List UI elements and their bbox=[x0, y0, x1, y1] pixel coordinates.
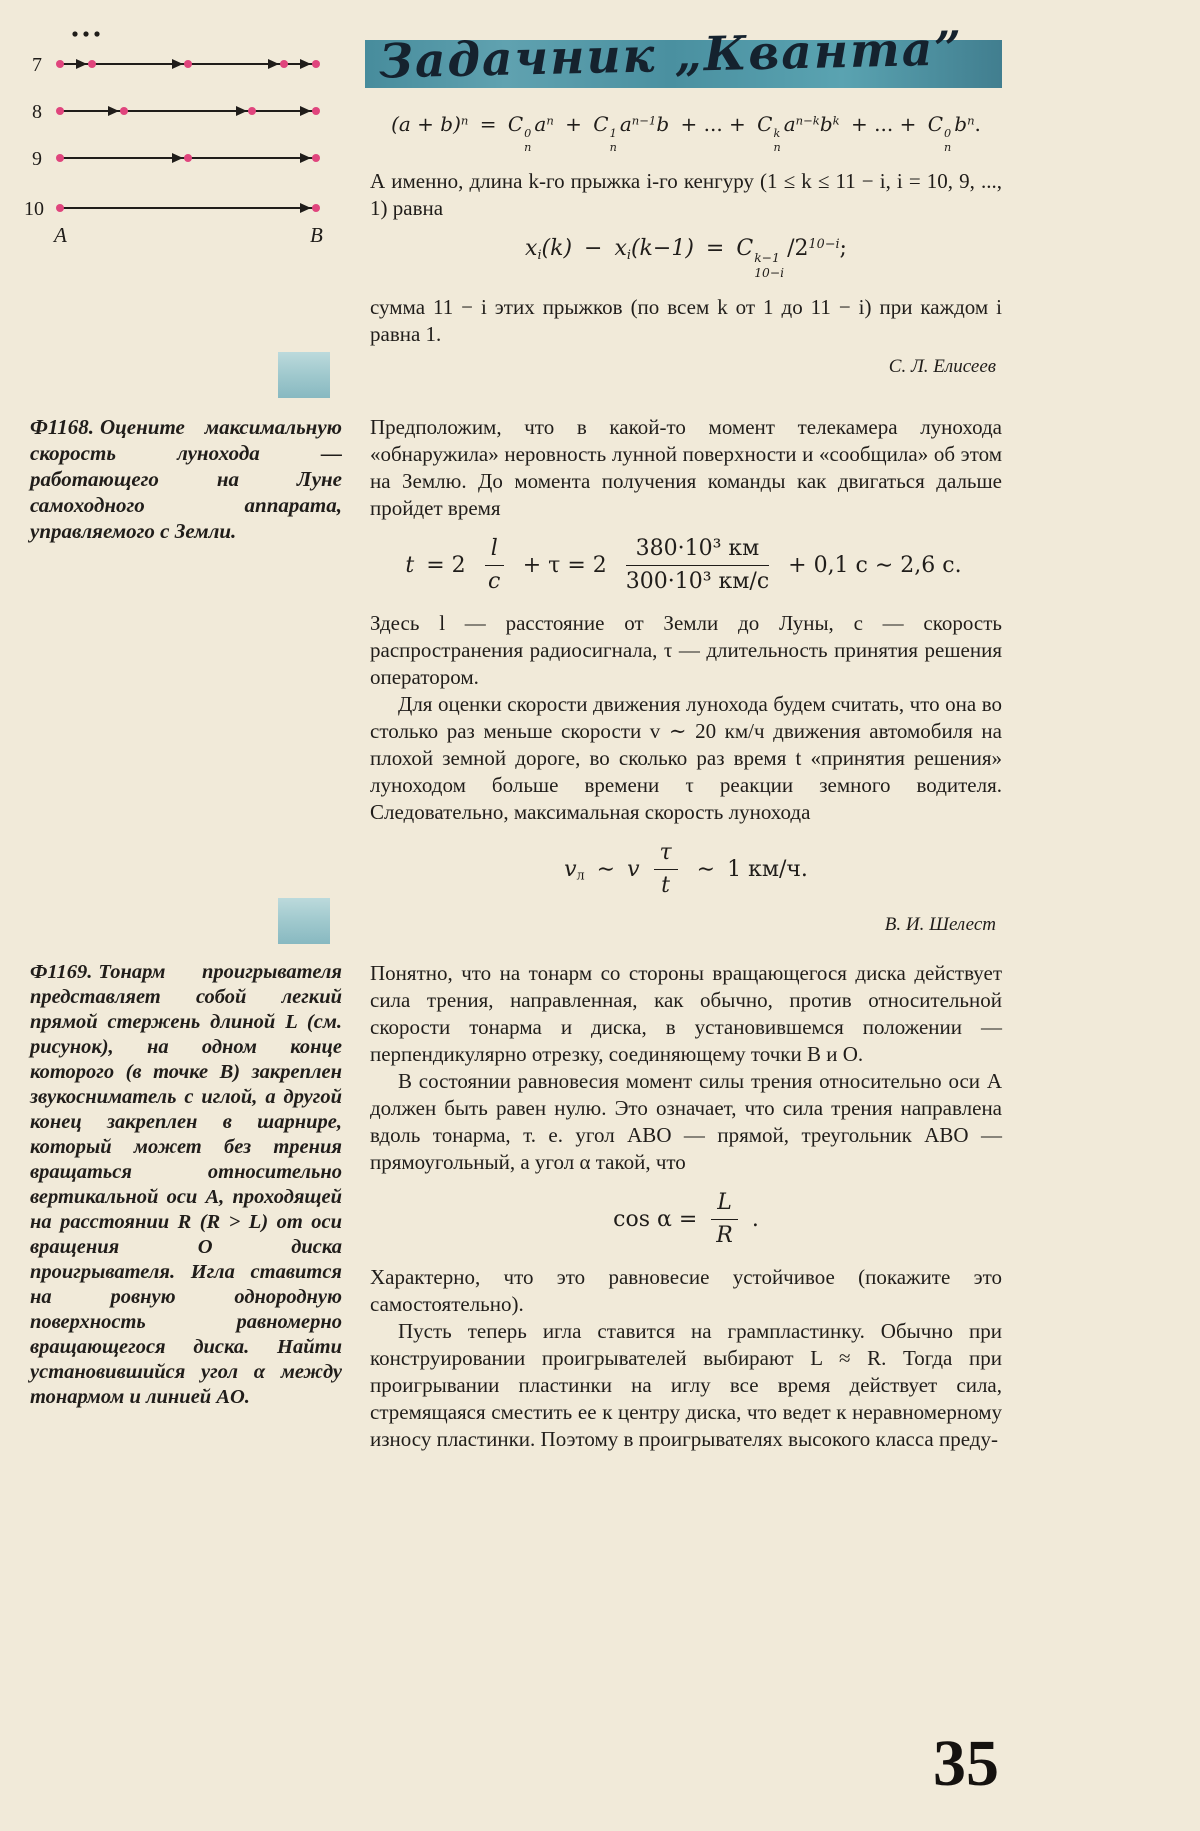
endpoint-label-a: A bbox=[54, 223, 67, 247]
row-label-9: 9 bbox=[32, 148, 42, 170]
solution-paragraph: Характерно, что это равновесие устойчивое (покажите это самостоятельно). bbox=[370, 1264, 1002, 1316]
section-title: Задачник „Кванта” bbox=[378, 21, 964, 90]
solution-paragraph: Пусть теперь игла ставится на грампластинку. Обычно при конструировании проигрывателей выбирают L ≈ R. Тогда при проигрывании пластинки на иглу все время действует сила, стремящаяся сместить ее к центру диска, что ведет к неравномерному износу пластинки. Поэтому в проигрывателях высокого класса преду- bbox=[370, 1318, 1002, 1451]
author-signature: В. И. Шелест bbox=[884, 913, 996, 935]
jump-length-formula: $x_i(k) - x_i(k-1) = C$ k−1 10−i $/2^{10-i}$; bbox=[525, 236, 847, 280]
problem-f1168-statement bbox=[30, 414, 342, 544]
problem-id: Ф1168. bbox=[30, 415, 94, 439]
problem-f1169-statement bbox=[30, 960, 342, 1410]
row-label-10: 10 bbox=[24, 198, 44, 220]
ellipsis-dots bbox=[72, 31, 99, 36]
solution-paragraph: В состоянии равновесия момент силы трения относительно оси A должен быть равен нулю. Это означает, что сила трения направлена вдоль тонарма, т. е. угол ABO — прямой, треугольник ABO — прямоугольный, а угол α такой, что bbox=[370, 1069, 1002, 1174]
problem-text: Тонарм проигрывателя представляет собой легкий прямой стержень длиной L (см. рисунок), на одном конце которого (в точке B) закреплен звукосниматель с иглой, а другой конец закреплен в шарнире, который может без трения вращаться относительно вертикальной оси A, проходящей на расстоянии R (R > L) от оси вращения O диска проигрывателя. Игла ставится на ровную однородную поверхность равномерно вращающегося диска. Найти установившийся угол α между тонармом и линией AO. bbox=[30, 961, 342, 1408]
speed-formula: $v_л$ ∼ v $\frac{\tau}{t}$ ∼ 1 км/ч. bbox=[564, 839, 808, 899]
cos-formula: cos α = $\frac{L}{R}$ . bbox=[613, 1190, 759, 1249]
row-label-7: 7 bbox=[32, 54, 42, 76]
math-term: (a + b) bbox=[391, 112, 461, 136]
author-signature: С. Л. Елисеев bbox=[888, 356, 996, 378]
teal-square-ornament bbox=[278, 352, 330, 398]
intro-paragraph-2: сумма 11 − i этих прыжков (по всем k от 1 до 11 − i) при каждом i равна 1. bbox=[370, 295, 1002, 347]
intro-paragraph-1: А именно, длина k-го прыжка i-го кенгуру (1 ≤ k ≤ 11 − i, i = 10, 9, ..., 1) равна bbox=[370, 169, 1002, 221]
kangaroo-jumps-diagram bbox=[18, 14, 348, 254]
solution-paragraph: Понятно, что на тонарм со стороны вращающегося диска действует сила трения, направленная, как обычно, против относительной скорости тонарма и диска, в установившемся положении — перпендикулярно отрезку, соединяющему точки B и O. bbox=[370, 961, 1002, 1066]
solution-paragraph: Здесь l — расстояние от Земли до Луны, c — скорость распространения радиосигнала, τ — длительность принятия решения оператором. bbox=[370, 610, 1002, 689]
teal-square-ornament bbox=[278, 898, 330, 944]
problem-f1168 bbox=[30, 414, 342, 544]
solution-f1169 bbox=[370, 960, 1002, 1453]
binomial-formula: $(a + b)^n = C$ 0 n $a^n + C$ 1 n $a^{n-1}b$ + ... + C k n $a^{n-k}b^k$ + ... + C 0 n $b^n$. bbox=[391, 112, 981, 154]
time-formula: t = 2 $\frac{l}{c}$ + τ = 2 $\frac{\text{380·10³ км}}{\text{300·10³ км/с}}$ + 0,1 с ∼ 2,6 с. bbox=[405, 536, 962, 595]
intro-block bbox=[370, 104, 1002, 378]
section-banner bbox=[365, 21, 1002, 90]
problem-f1169 bbox=[30, 960, 342, 1410]
endpoint-label-b: B bbox=[310, 223, 323, 247]
solution-f1168 bbox=[370, 414, 1002, 936]
page-number: 35 bbox=[933, 1727, 999, 1800]
solution-paragraph: Для оценки скорости движения лунохода будем считать, что она во столько раз меньше скорости v ∼ 20 км/ч движения автомобиля на плохой земной дороге, во сколько раз время t «принятия решения» луноходом больше времени τ реакции земного водителя. Следовательно, максимальная скорость лунохода bbox=[370, 691, 1002, 824]
solution-paragraph: Предположим, что в какой-то момент телекамера лунохода «обнаружила» неровность лунной поверхности и «сообщила» об этом на Землю. До момента получения команды как двигаться дальше пройдет время bbox=[370, 415, 1002, 520]
problem-id: Ф1169. bbox=[30, 961, 93, 983]
problem-text: Оцените максимальную скорость лунохода — работающего на Луне самоходного аппарата, управляемого с Земли. bbox=[30, 415, 342, 543]
row-label-8: 8 bbox=[32, 101, 42, 123]
